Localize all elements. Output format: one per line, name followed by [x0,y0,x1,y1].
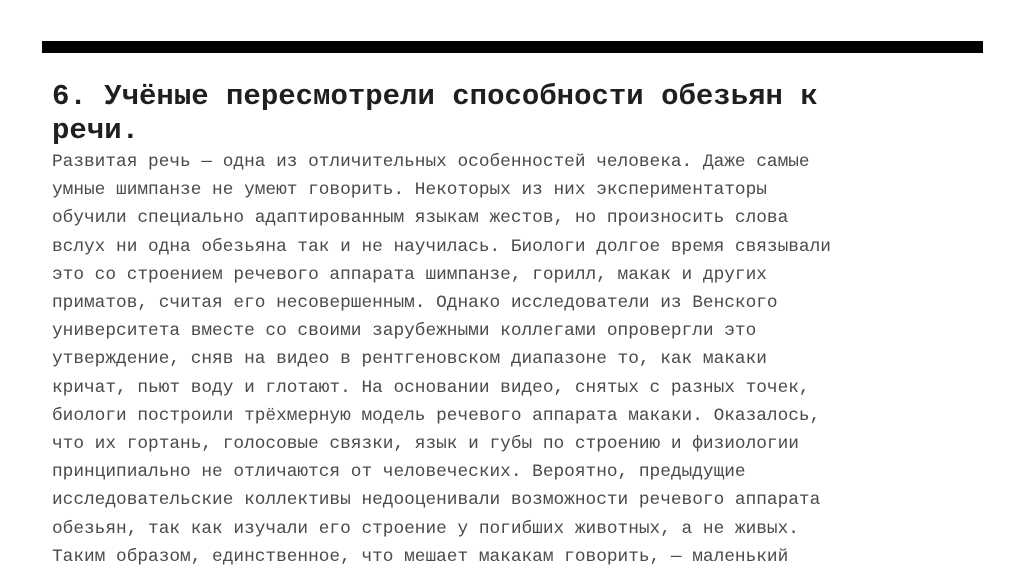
top-divider-bar [42,41,983,53]
body-line: биологи построили трёхмерную модель речевого аппарата макаки. Оказалось, [52,405,821,426]
body-line: вслух ни одна обезьяна так и не научилась. Биологи долгое время связывали [52,236,831,257]
body-line: это со строением речевого аппарата шимпанзе, горилл, макак и других [52,264,767,285]
body-line: Развитая речь — одна из отличительных особенностей человека. Даже самые [52,152,810,172]
body-line: кричат, пьют воду и глотают. На основании видео, снятых с разных точек, [52,377,810,398]
body-line: Таким образом, единственное, что мешает макакам говорить, — маленький [52,546,789,567]
slide-body-text [52,148,992,571]
body-line: обучили специально адаптированным языкам жестов, но произносить слова [52,208,789,229]
body-line: принципиально не отличаются от человеческих. Вероятно, предыдущие [52,462,746,483]
slide-title: 6. Учёные пересмотрели способности обезьян к речи. [52,80,818,147]
body-line: утверждение, сняв на видео в рентгеновском диапазоне то, как макаки [52,349,767,370]
body-line: что их гортань, голосовые связки, язык и губы по строению и физиологии [52,434,799,455]
body-line: университета вместе со своими зарубежными коллегами опровергли это [52,321,757,342]
body-line: приматов, считая его несовершенным. Однако исследователи из Венского [52,293,778,314]
body-line: исследовательские коллективы недооценивали возможности речевого аппарата [52,490,821,511]
body-line: обезьян, так как изучали его строение у погибших животных, а не живых. [52,518,799,539]
body-line: умные шимпанзе не умеют говорить. Некоторых из них экспериментаторы [52,180,767,201]
